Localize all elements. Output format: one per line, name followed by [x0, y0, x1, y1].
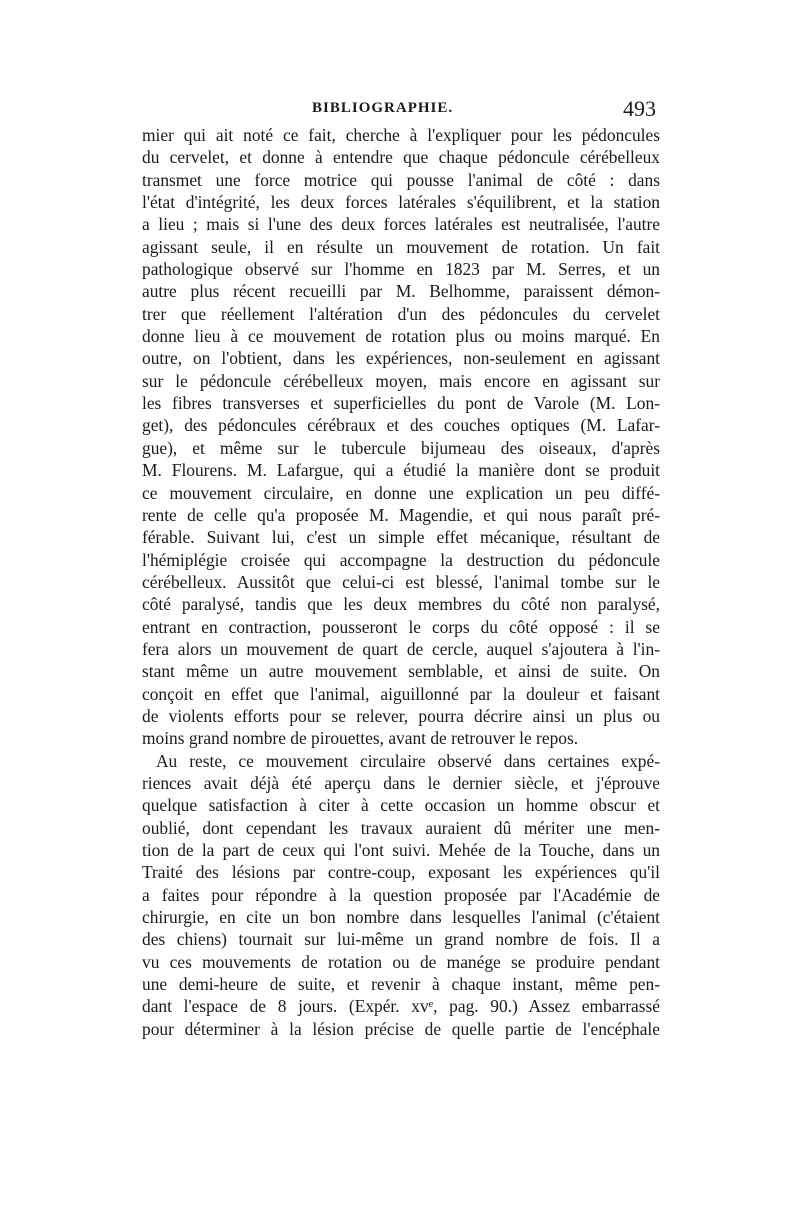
text-line: tion de la part de ceux qui l'ont suivi. Mehée de la Touche, dans un — [142, 840, 660, 860]
running-title: BIBLIOGRAPHIE. — [312, 100, 454, 116]
text-line: oublié, dont cependant les travaux auraient dû mériter une men- — [142, 817, 660, 838]
text-line: côté paralysé, tandis que les deux membres du côté non paralysé, — [142, 594, 660, 615]
text-line: pour déterminer à la lésion précise de quelle partie de l'encéphale — [142, 1018, 660, 1039]
text-line: les fibres transverses et superficielles du pont de Varole (M. Lon- — [142, 393, 660, 414]
text-line: rente de celle qu'a proposée M. Magendie, et qui nous paraît pré- — [142, 504, 660, 525]
text-line: a faites pour répondre à la question proposée par l'Académie de — [142, 884, 660, 905]
text-line: quelque satisfaction à citer à cette occasion un homme obscur et — [142, 795, 660, 816]
text-line: vu ces mouvements de rotation ou de manége se produire pendant — [142, 951, 660, 972]
text-line: entrant en contraction, pousseront le corps du côté opposé : il se — [142, 616, 660, 637]
text-line: trer que réellement l'altération d'un des pédoncules du cervelet — [142, 303, 660, 324]
text-line: conçoit en effet que l'animal, aiguillonné par la douleur et faisant — [142, 683, 660, 704]
text-line: Traité des lésions par contre-coup, exposant les expériences qu'il — [142, 862, 660, 883]
paragraph-end-line: moins grand nombre de pirouettes, avant de retrouver le repos. — [142, 728, 579, 749]
page-number: 493 — [623, 96, 656, 121]
text-line: fera alors un mouvement de quart de cercle, auquel s'ajoutera à l'in- — [142, 638, 660, 659]
text-line: autre plus récent recueilli par M. Belhomme, paraissent démon- — [142, 281, 660, 302]
text-line: dant l'espace de 8 jours. (Expér. xvᵉ, pag. 90.) Assez embarrassé — [142, 996, 660, 1017]
text-line: mier qui ait noté ce fait, cherche à l'expliquer pour les pédoncules — [142, 125, 660, 145]
paragraph-start-line: Au reste, ce mouvement circulaire observé dans certaines expé- — [156, 750, 660, 771]
text-line: transmet une force motrice qui pousse l'animal de côté : dans — [142, 169, 660, 190]
text-line: du cervelet, et donne à entendre que chaque pédoncule cérébelleux — [142, 147, 660, 168]
text-line: donne lieu à ce mouvement de rotation plus ou moins marqué. En — [142, 326, 660, 347]
text-line: une demi-heure de suite, et revenir à chaque instant, même pen- — [142, 974, 660, 995]
text-line: pathologique observé sur l'homme en 1823 par M. Serres, et un — [142, 259, 660, 280]
text-line: ce mouvement circulaire, en donne une explication un peu diffé- — [142, 482, 660, 503]
text-line: a lieu ; mais si l'une des deux forces latérales est neutralisée, l'autre — [142, 214, 660, 235]
text-line: de violents efforts pour se relever, pourra décrire ainsi un plus ou — [142, 705, 660, 726]
text-line: l'hémiplégie croisée qui accompagne la destruction du pédoncule — [142, 549, 660, 570]
text-line: get), des pédoncules cérébraux et des couches optiques (M. Lafar- — [142, 415, 660, 436]
text-line: férable. Suivant lui, c'est un simple effet mécanique, résultant de — [142, 527, 660, 548]
text-line: outre, on l'obtient, dans les expériences, non-seulement en agissant — [142, 348, 660, 369]
body-text — [142, 124, 660, 1040]
text-line: agissant seule, il en résulte un mouvement de rotation. Un fait — [142, 236, 660, 257]
text-line: chirurgie, en cite un bon nombre dans lesquelles l'animal (c'étaient — [142, 907, 660, 928]
text-line: M. Flourens. M. Lafargue, qui a étudié la manière dont se produit — [142, 460, 660, 481]
text-line: des chiens) tournait sur lui-même un grand nombre de fois. Il a — [142, 929, 660, 950]
text-line: cérébelleux. Aussitôt que celui-ci est blessé, l'animal tombe sur le — [142, 571, 660, 592]
running-head — [142, 96, 658, 126]
text-line: sur le pédoncule cérébelleux moyen, mais encore en agissant sur — [142, 370, 660, 391]
text-line: stant même un autre mouvement semblable, et ainsi de suite. On — [142, 661, 660, 682]
text-line: gue), et même sur le tubercule bijumeau des oiseaux, d'après — [142, 437, 660, 458]
text-line: l'état d'intégrité, les deux forces latérales s'équilibrent, et la station — [142, 192, 660, 213]
text-line: riences avait déjà été aperçu dans le dernier siècle, et j'éprouve — [142, 772, 660, 793]
